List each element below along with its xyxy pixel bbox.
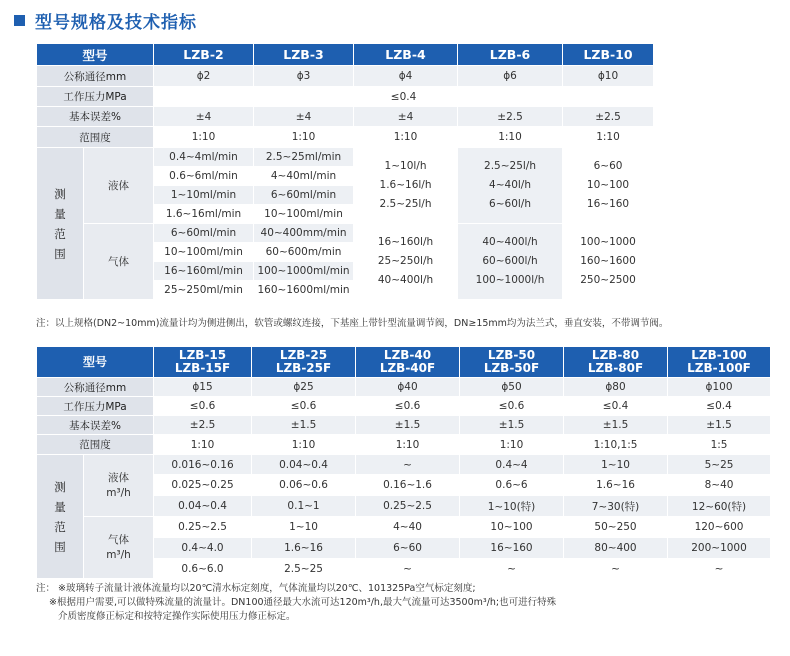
- gas-label: [84, 517, 154, 579]
- range-label-text: 测量范围: [54, 479, 66, 554]
- cell: ≤0.6: [252, 397, 356, 416]
- range-label: [37, 455, 84, 579]
- gas-label: 气体: [84, 224, 154, 300]
- cell: 4~40: [356, 517, 460, 538]
- cell: 1:10: [154, 127, 254, 148]
- model-line: LZB-80F: [587, 361, 644, 375]
- cell: 5~25: [668, 455, 771, 475]
- model-line: LZB-100: [691, 348, 747, 362]
- table1-header-label: 型号: [37, 44, 154, 66]
- cell-liquid-col3: [354, 148, 458, 224]
- cell-line: 6~60: [593, 160, 623, 172]
- cell: 4~40ml/min: [254, 167, 354, 186]
- cell: 1:10: [563, 127, 654, 148]
- cell: 80~400: [564, 538, 668, 559]
- cell: ϕ6: [458, 66, 563, 87]
- title-square-icon: [14, 15, 25, 26]
- cell: 2.5~25ml/min: [254, 148, 354, 167]
- cell: ϕ4: [354, 66, 458, 87]
- note-line: 介质密度修正标定和按特定操作实际使用压力修正标定。: [58, 611, 296, 622]
- model-line: LZB-50F: [483, 361, 540, 375]
- row-label-diameter: 公称通径mm: [37, 378, 154, 397]
- model-line: LZB-40F: [379, 361, 436, 375]
- table2-model: [668, 347, 771, 378]
- model-line: LZB-15: [178, 348, 227, 362]
- cell: 0.04~0.4: [154, 496, 252, 517]
- table1-model: LZB-2: [154, 44, 254, 66]
- cell-line: 1~10l/h: [384, 160, 427, 172]
- cell: 1:5: [668, 435, 771, 455]
- cell: 2.5~25: [252, 559, 356, 579]
- cell: 25~250ml/min: [154, 281, 254, 300]
- cell: 10~100: [460, 517, 564, 538]
- cell: ≤0.6: [154, 397, 252, 416]
- cell: 200~1000: [668, 538, 771, 559]
- table2-model: [564, 347, 668, 378]
- liquid-label: [84, 455, 154, 517]
- section-title-text: 型号规格及技术指标: [35, 12, 197, 33]
- cell: 1:10: [356, 435, 460, 455]
- range-label: [37, 148, 84, 300]
- cell: ϕ2: [154, 66, 254, 87]
- cell-line: 40~400l/h: [482, 236, 538, 248]
- cell: 6~60ml/min: [254, 186, 354, 205]
- cell: 10~100ml/min: [154, 243, 254, 262]
- row-label-error: 基本误差%: [37, 107, 154, 127]
- cell: 0.16~1.6: [356, 475, 460, 496]
- cell: ϕ15: [154, 378, 252, 397]
- table2-note: [36, 582, 556, 624]
- model-line: LZB-80: [591, 348, 640, 362]
- cell: 7~30(特): [564, 496, 668, 517]
- cell: 1.6~16: [564, 475, 668, 496]
- row-label-rangeability: 范围度: [37, 127, 154, 148]
- cell-merged-pressure: ≤0.4: [154, 87, 654, 107]
- cell-line: 6~60l/h: [489, 198, 531, 210]
- cell-gas-col4: [458, 224, 563, 300]
- cell: ±1.5: [460, 416, 564, 435]
- cell-line: 1.6~16l/h: [379, 179, 432, 191]
- cell: 10~100ml/min: [254, 205, 354, 224]
- table1-model: LZB-4: [354, 44, 458, 66]
- gas-label-text: 气体: [108, 533, 129, 546]
- row-label-diameter: 公称通径mm: [37, 66, 154, 87]
- cell: ±2.5: [458, 107, 563, 127]
- cell: ϕ50: [460, 378, 564, 397]
- cell: 0.04~0.4: [252, 455, 356, 475]
- cell: 16~160: [460, 538, 564, 559]
- table1-note: 注：以上规格(DN2~10mm)流量计均为侧进侧出，软管或螺纹连接，下基座上带针型流量调节阀，DN≥15mm均为法兰式，垂直安装，不带调节阀。: [36, 318, 669, 329]
- cell-line: 100~1000: [580, 236, 636, 248]
- table1-model: LZB-6: [458, 44, 563, 66]
- cell-line: 160~1600: [580, 255, 636, 267]
- cell: 0.025~0.25: [154, 475, 252, 496]
- cell: 100~1000ml/min: [254, 262, 354, 281]
- cell: ±1.5: [252, 416, 356, 435]
- cell-gas-col5: [563, 224, 654, 300]
- note-line: 注： ※玻璃转子流量计液体流量均以20℃清水标定刻度，气体流量均以20℃、101325Pa空气标定刻度;: [36, 583, 476, 594]
- cell: ≤0.6: [460, 397, 564, 416]
- cell-line: 100~1000l/h: [475, 274, 545, 286]
- cell: 16~160ml/min: [154, 262, 254, 281]
- gas-unit-text: m³/h: [106, 548, 131, 561]
- cell: 1:10,1:5: [564, 435, 668, 455]
- cell-line: 250~2500: [580, 274, 636, 286]
- cell-line: 40~400l/h: [377, 274, 434, 286]
- note-line: ※根据用户需要,可以做特殊流量的流量计。DN100通径最大水流可达120m³/h,最大气流量可达3500m³/h;也可进行特殊: [49, 597, 557, 608]
- cell-line: 4~40l/h: [489, 179, 531, 191]
- spec-table-small: [36, 43, 654, 300]
- cell: ±4: [354, 107, 458, 127]
- cell: 120~600: [668, 517, 771, 538]
- cell-line: 10~100: [586, 179, 630, 191]
- cell: 1:10: [154, 435, 252, 455]
- cell: ~: [356, 455, 460, 475]
- cell: 1~10: [564, 455, 668, 475]
- liquid-unit-text: m³/h: [106, 486, 131, 499]
- cell: ±1.5: [564, 416, 668, 435]
- liquid-label: 液体: [84, 148, 154, 224]
- cell: ±2.5: [563, 107, 654, 127]
- model-line: LZB-15F: [174, 361, 231, 375]
- cell: 40~400mm/min: [254, 224, 354, 243]
- cell-line: 25~250l/h: [377, 255, 434, 267]
- cell: ±4: [254, 107, 354, 127]
- table2-model: [252, 347, 356, 378]
- cell: 0.06~0.6: [252, 475, 356, 496]
- cell: 8~40: [668, 475, 771, 496]
- cell-line: 60~600l/h: [482, 255, 538, 267]
- cell: ~: [668, 559, 771, 579]
- cell-gas-col3: [354, 224, 458, 300]
- model-line: LZB-25F: [275, 361, 332, 375]
- cell: 0.1~1: [252, 496, 356, 517]
- cell: ~: [356, 559, 460, 579]
- cell: 1~10ml/min: [154, 186, 254, 205]
- cell: 0.4~4.0: [154, 538, 252, 559]
- cell: 1~10: [252, 517, 356, 538]
- table2-model: [154, 347, 252, 378]
- cell: 0.4~4ml/min: [154, 148, 254, 167]
- cell-liquid-col4: [458, 148, 563, 224]
- row-label-pressure: 工作压力MPa: [37, 397, 154, 416]
- spec-table-large: [36, 346, 771, 579]
- cell: 160~1600ml/min: [254, 281, 354, 300]
- cell: 0.4~4: [460, 455, 564, 475]
- table1-model: LZB-10: [563, 44, 654, 66]
- cell: ϕ100: [668, 378, 771, 397]
- cell: ±4: [154, 107, 254, 127]
- row-label-pressure: 工作压力MPa: [37, 87, 154, 107]
- cell: ~: [460, 559, 564, 579]
- cell: 1:10: [460, 435, 564, 455]
- table2-model: [460, 347, 564, 378]
- model-line: LZB-40: [383, 348, 432, 362]
- range-label-text: 测量范围: [54, 186, 66, 261]
- cell-line: 16~160l/h: [377, 236, 434, 248]
- cell: 1:10: [354, 127, 458, 148]
- cell-line: 2.5~25l/h: [484, 160, 536, 172]
- cell: 1:10: [254, 127, 354, 148]
- cell: ≤0.4: [564, 397, 668, 416]
- cell-line: 2.5~25l/h: [379, 198, 432, 210]
- cell: 1.6~16ml/min: [154, 205, 254, 224]
- cell: 0.6~6ml/min: [154, 167, 254, 186]
- cell: 0.016~0.16: [154, 455, 252, 475]
- table2-header-label: 型号: [37, 347, 154, 378]
- row-label-error: 基本误差%: [37, 416, 154, 435]
- cell: 1.6~16: [252, 538, 356, 559]
- cell: 12~60(特): [668, 496, 771, 517]
- cell: ~: [564, 559, 668, 579]
- cell: ϕ3: [254, 66, 354, 87]
- cell: 50~250: [564, 517, 668, 538]
- model-line: LZB-25: [279, 348, 328, 362]
- model-line: LZB-100F: [687, 361, 751, 375]
- cell: ϕ40: [356, 378, 460, 397]
- cell: ±2.5: [154, 416, 252, 435]
- cell: 0.6~6: [460, 475, 564, 496]
- cell: ±1.5: [356, 416, 460, 435]
- cell: 0.25~2.5: [154, 517, 252, 538]
- cell: 1:10: [252, 435, 356, 455]
- cell: 6~60: [356, 538, 460, 559]
- row-label-rangeability: 范围度: [37, 435, 154, 455]
- cell: 1~10(特): [460, 496, 564, 517]
- cell: 0.25~2.5: [356, 496, 460, 517]
- cell-line: 16~160: [586, 198, 630, 210]
- cell: ≤0.6: [356, 397, 460, 416]
- liquid-label-text: 液体: [108, 471, 129, 484]
- table1-model: LZB-3: [254, 44, 354, 66]
- table2-model: [356, 347, 460, 378]
- cell: ≤0.4: [668, 397, 771, 416]
- section-title: [14, 6, 197, 34]
- cell: 6~60ml/min: [154, 224, 254, 243]
- cell-liquid-col5: [563, 148, 654, 224]
- cell: 1:10: [458, 127, 563, 148]
- cell: ϕ10: [563, 66, 654, 87]
- model-line: LZB-50: [487, 348, 536, 362]
- cell: 60~600m/min: [254, 243, 354, 262]
- cell: ϕ80: [564, 378, 668, 397]
- cell: 0.6~6.0: [154, 559, 252, 579]
- cell: ±1.5: [668, 416, 771, 435]
- cell: ϕ25: [252, 378, 356, 397]
